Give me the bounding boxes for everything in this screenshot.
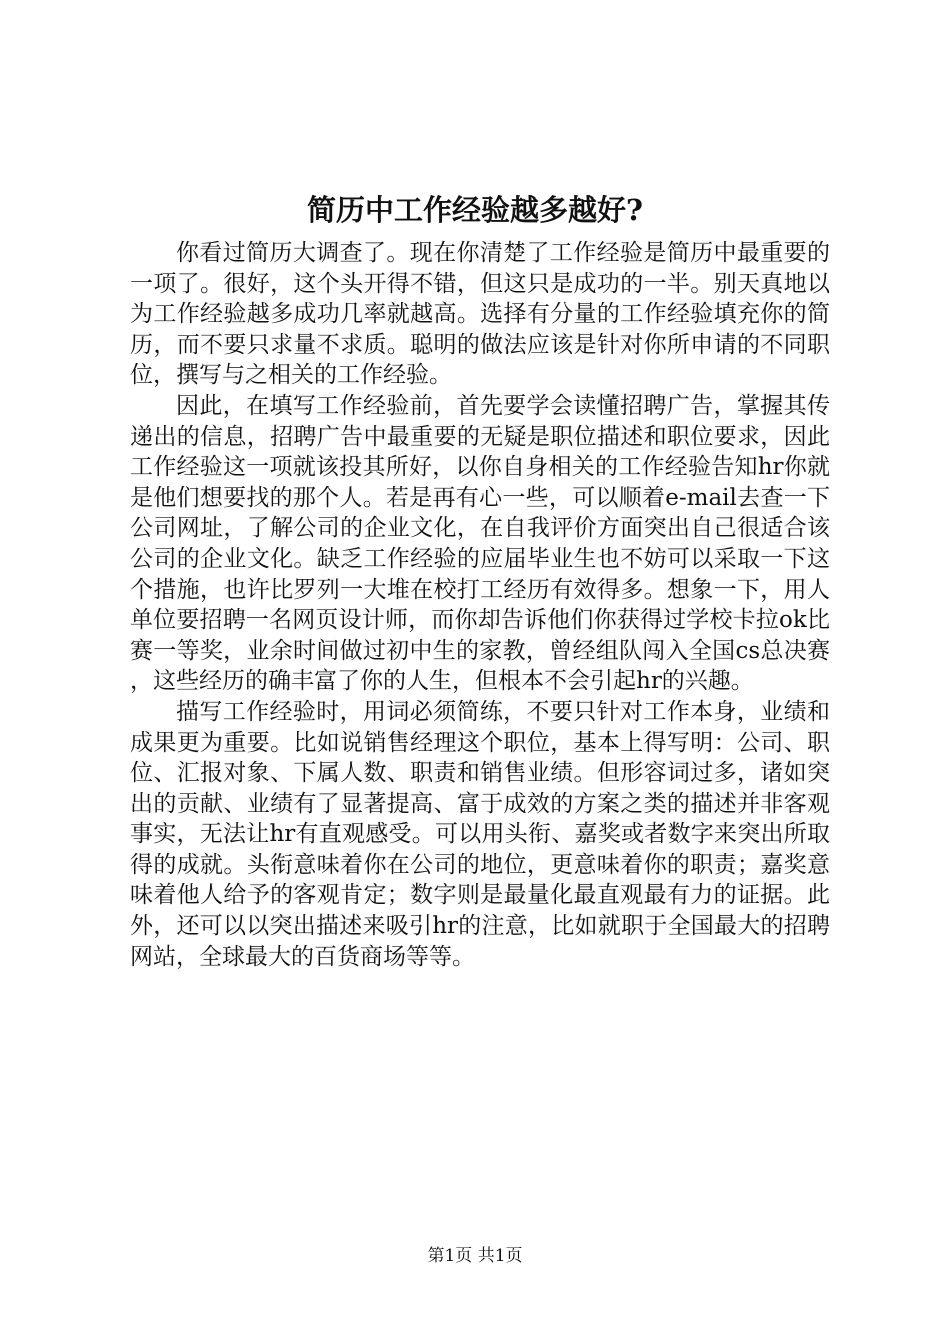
document-body [130, 238, 830, 972]
document-title: 简历中工作经验越多越好? [307, 193, 643, 227]
body-paragraph-1: 你看过简历大调查了。现在你清楚了工作经验是简历中最重要的一项了。很好，这个头开得不错，但这只是成功的一半。别天真地以为工作经验越多成功几率就越高。选择有分量的工作经验填充你的简历，而不要只求量不求质。聪明的做法应该是针对你所申请的不同职位，撰写与之相关的工作经验。 [130, 240, 830, 389]
body-paragraph-2: 因此，在填写工作经验前，首先要学会读懂招聘广告，掌握其传递出的信息，招聘广告中最重要的无疑是职位描述和职位要求，因此工作经验这一项就该投其所好，以你自身相关的工作经验告知hr你就是他们想要找的那个人。若是再有心一些，可以顺着e-mail去查一下公司网址，了解公司的企业文化，在自我评价方面突出自己很适合该公司的企业文化。缺乏工作经验的应届毕业生也不妨可以采取一下这个措施，也许比罗列一大堆在校打工经历有效得多。想象一下，用人单位要招聘一名网页设计师，而你却告诉他们你获得过学校卡拉ok比赛一等奖，业余时间做过初中生的家教，曾经组队闯入全国cs总决赛，这些经历的确丰富了你的人生，但根本不会引起hr的兴趣。 [130, 392, 830, 695]
page-footer [0, 1244, 950, 1268]
page-number-label: 第1页 共1页 [427, 1246, 523, 1266]
body-paragraph-3: 描写工作经验时，用词必须简练，不要只针对工作本身，业绩和成果更为重要。比如说销售经理这个职位，基本上得写明：公司、职位、汇报对象、下属人数、职责和销售业绩。但形容词过多，诸如突出的贡献、业绩有了显著提高、富于成效的方案之类的描述并非客观事实，无法让hr有直观感受。可以用头衔、嘉奖或者数字来突出所取得的成就。头衔意味着你在公司的地位，更意味着你的职责；嘉奖意味着他人给予的客观肯定；数字则是最量化最直观最有力的证据。此外，还可以以突出描述来吸引hr的注意，比如就职于全国最大的招聘网站，全球最大的百货商场等等。 [130, 698, 830, 970]
